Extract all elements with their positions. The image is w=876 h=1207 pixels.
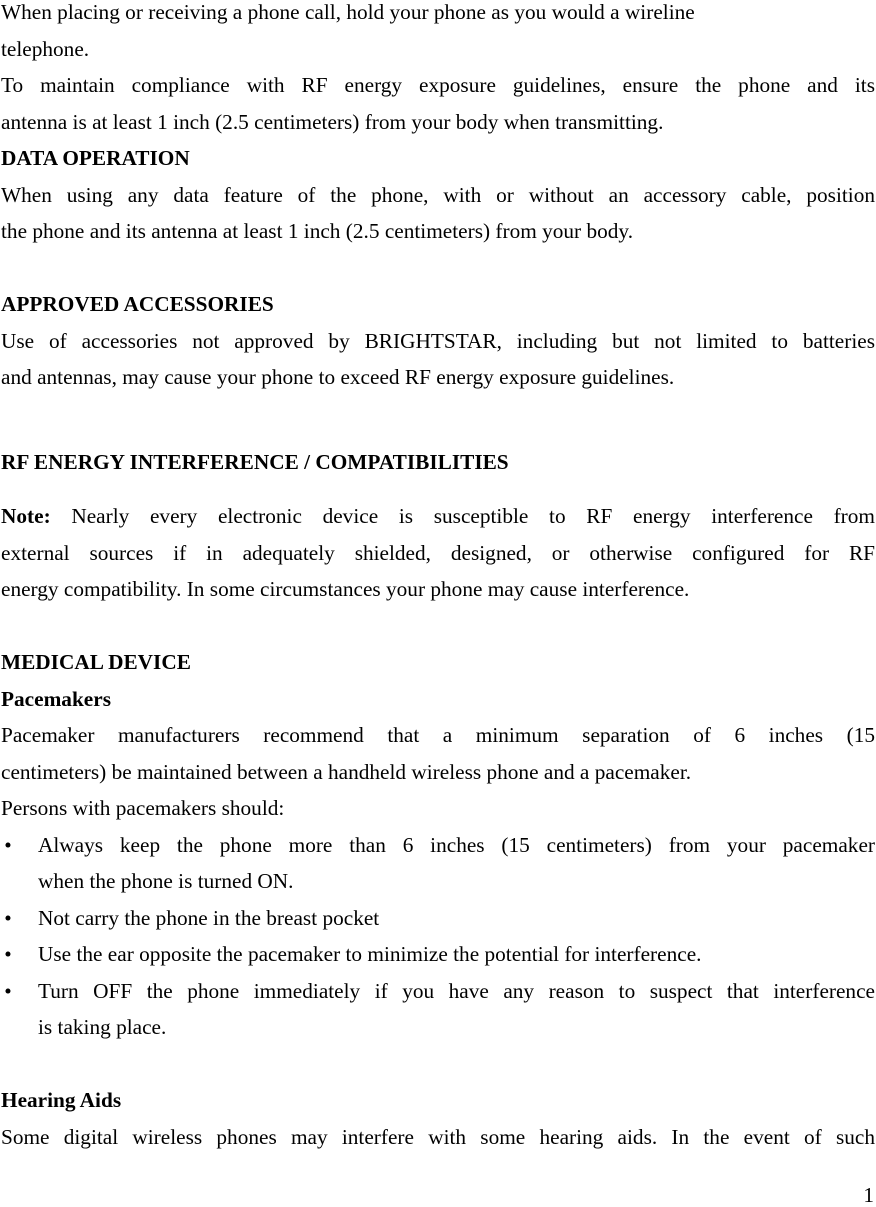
- list-item: [1, 833, 875, 870]
- section-heading-data-operation: DATA OPERATION: [1, 146, 190, 170]
- list-item-continuation: [1, 1015, 875, 1052]
- paragraph-line: and antennas, may cause your phone to exceed RF energy exposure guidelines.: [1, 365, 675, 389]
- page-number: 1: [863, 1183, 874, 1207]
- list-item-text: when the phone is turned ON.: [38, 869, 294, 893]
- note-text: Nearly every electronic device is susceptible to RF energy interference from: [50, 504, 875, 528]
- paragraph-line: the phone and its antenna at least 1 inch (2.5 centimeters) from your body.: [1, 219, 634, 243]
- paragraph-line: Persons with pacemakers should:: [1, 796, 285, 820]
- section-heading-medical-device: MEDICAL DEVICE: [1, 650, 191, 674]
- subheading-hearing-aids: Hearing Aids: [1, 1088, 122, 1112]
- paragraph-line: centimeters) be maintained between a handheld wireless phone and a pacemaker.: [1, 759, 692, 784]
- note-label: Note:: [1, 504, 51, 528]
- list-item-text: Use the ear opposite the pacemaker to minimize the potential for interference.: [38, 942, 702, 966]
- section-heading-approved-accessories: APPROVED ACCESSORIES: [1, 292, 274, 316]
- list-item: [1, 979, 875, 1016]
- paragraph-line: Some digital wireless phones may interfere with some hearing aids. In the event of such: [1, 1124, 875, 1149]
- bullet-icon: •: [4, 905, 12, 930]
- spacer: [1, 256, 875, 293]
- paragraph-line: Use of accessories not approved by BRIGHTSTAR, including but not limited to batteries: [1, 328, 875, 353]
- list-item-text: Always keep the phone more than 6 inches (15 centimeters) from your pacemaker: [38, 832, 875, 857]
- bullet-icon: •: [4, 832, 12, 857]
- spacer: [1, 614, 875, 651]
- list-item-continuation: [1, 869, 875, 906]
- paragraph-line: energy compatibility. In some circumstances your phone may cause interference.: [1, 577, 690, 601]
- bullet-icon: •: [4, 978, 12, 1003]
- paragraph-line: external sources if in adequately shielded, designed, or otherwise configured for RF: [1, 540, 875, 565]
- spacer: [1, 402, 875, 439]
- list-item-text: Not carry the phone in the breast pocket: [38, 905, 380, 930]
- list-item-text: Turn OFF the phone immediately if you have any reason to suspect that interference: [38, 978, 875, 1003]
- paragraph-line: antenna is at least 1 inch (2.5 centimeters) from your body when transmitting.: [1, 109, 664, 134]
- paragraph-line: telephone.: [1, 36, 90, 61]
- note-line-1: [1, 504, 875, 541]
- subheading-pacemakers: Pacemakers: [1, 686, 111, 711]
- spacer: [1, 1052, 875, 1089]
- spacer: [1, 438, 875, 450]
- list-item-text: is taking place.: [38, 1015, 167, 1039]
- paragraph-line: To maintain compliance with RF energy exposure guidelines, ensure the phone and its: [1, 73, 875, 97]
- list-item: [1, 942, 875, 979]
- paragraph-line: When placing or receiving a phone call, hold your phone as you would a wireline: [1, 0, 695, 24]
- paragraph-line: Pacemaker manufacturers recommend that a minimum separation of 6 inches (15: [1, 723, 875, 747]
- paragraph-line: When using any data feature of the phone, with or without an accessory cable, position: [1, 182, 875, 207]
- list-item: [1, 906, 875, 943]
- bullet-icon: •: [4, 942, 12, 966]
- document-page: [1, 0, 875, 1161]
- section-heading-rf-interference: RF ENERGY INTERFERENCE / COMPATIBILITIES: [1, 450, 509, 474]
